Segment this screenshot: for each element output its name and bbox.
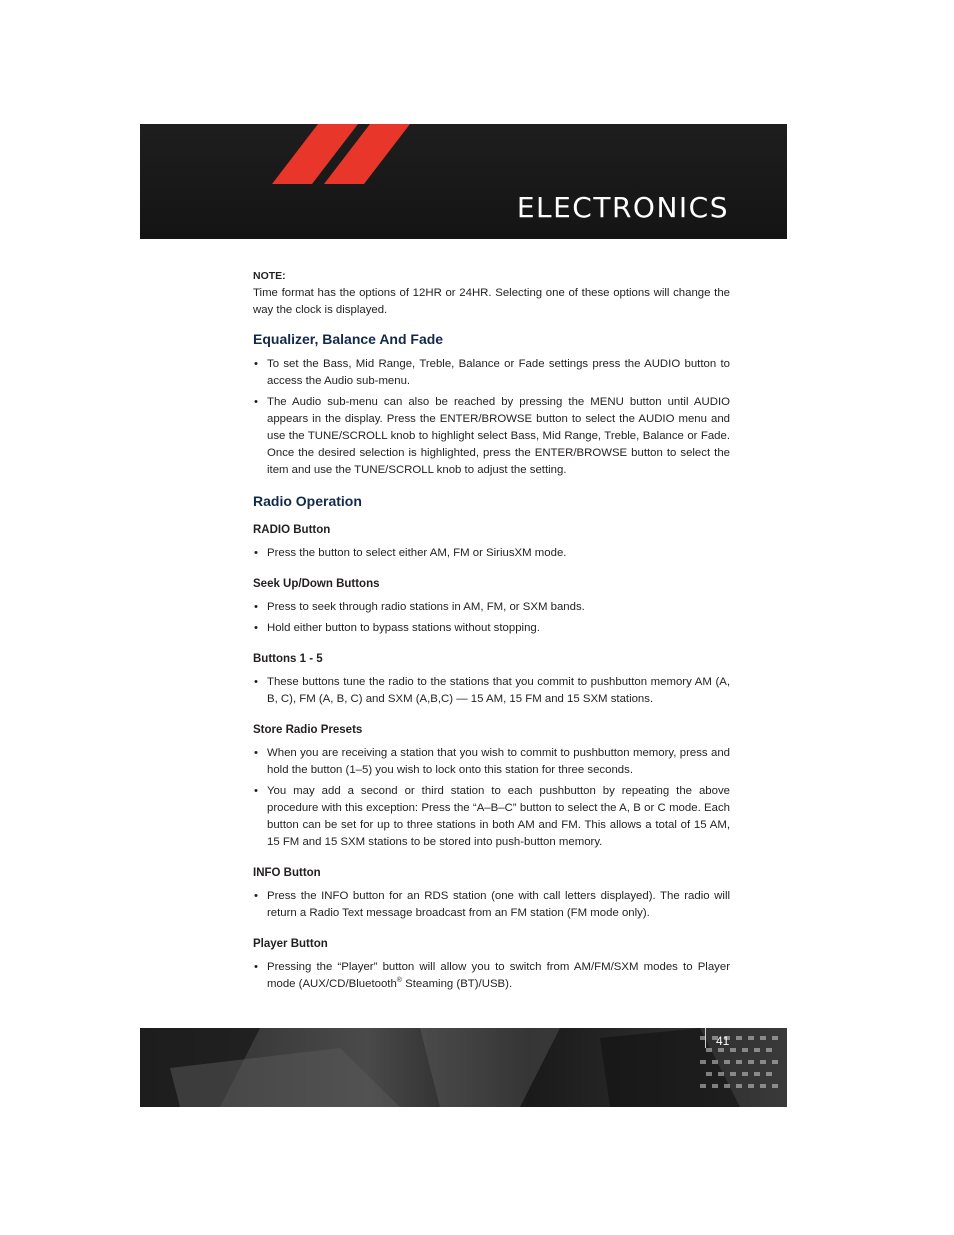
list-item: • To set the Bass, Mid Range, Treble, Balance or Fade settings press the AUDIO button to access the Audio sub-menu. <box>254 358 730 387</box>
seek-buttons-heading: Seek Up/Down Buttons <box>253 578 380 590</box>
bullet-icon: • <box>254 622 258 634</box>
list-item: • Pressing the “Player” button will allow you to switch from AM/FM/SXM modes to Player mode (AUX/CD/Bluetooth® Steaming (BT)/USB). <box>254 961 730 990</box>
note-text: Time format has the options of 12HR or 24HR. Selecting one of these options will change the way the clock is displayed. <box>253 287 730 316</box>
list-item: • The Audio sub-menu can also be reached by pressing the MENU button until AUDIO appears in the display. Press the ENTER/BROWSE button to select the AUDIO menu and use the TUNE/SCROLL knob to highlight select Bass, Mid Range, Treble, Balance or Fade. Once the desired selection is highlighted, press the ENTER/BROWSE button to select the item and use the TUNE/SCROLL knob to adjust the setting. <box>254 396 730 476</box>
list-item: • When you are receiving a station that you wish to commit to pushbutton memory, press and hold the button (1–5) you wish to lock onto this station for three seconds. <box>254 747 730 776</box>
seek-buttons-list <box>253 599 730 637</box>
note-label: NOTE: <box>253 270 286 282</box>
page-number: 41 <box>716 1034 730 1048</box>
store-presets-heading: Store Radio Presets <box>253 724 363 736</box>
equalizer-list <box>253 356 730 479</box>
list-item: • Press the INFO button for an RDS station (one with call letters displayed). The radio will return a Radio Text message broadcast from an FM station (FM mode only). <box>254 890 730 919</box>
preset-buttons-heading: Buttons 1 - 5 <box>253 653 323 665</box>
bullet-icon: • <box>254 396 258 408</box>
list-item: • Press the button to select either AM, FM or SiriusXM mode. <box>253 545 730 562</box>
section-title: ELECTRONICS <box>516 191 729 224</box>
list-item: • Hold either button to bypass stations without stopping. <box>253 620 730 637</box>
bullet-icon: • <box>254 890 258 902</box>
bullet-icon: • <box>254 676 258 688</box>
player-button-heading: Player Button <box>253 938 328 950</box>
preset-buttons-list <box>253 674 730 708</box>
footer-divider <box>705 1028 706 1048</box>
list-item: • Press to seek through radio stations in AM, FM, or SXM bands. <box>253 599 730 616</box>
bullet-icon: • <box>254 747 258 759</box>
footer-photo-image <box>140 1028 787 1107</box>
bullet-icon: • <box>254 785 258 797</box>
bullet-icon: • <box>254 961 258 973</box>
list-item: • These buttons tune the radio to the stations that you commit to pushbutton memory AM (A, B, C), FM (A, B, C) and SXM (A,B,C) — 15 AM, 15 FM and 15 SXM stations. <box>254 676 730 705</box>
equalizer-heading: Equalizer, Balance And Fade <box>253 331 444 347</box>
store-presets-list <box>253 745 730 851</box>
info-button-heading: INFO Button <box>253 867 321 879</box>
bullet-icon: • <box>254 601 258 613</box>
radio-operation-heading: Radio Operation <box>253 493 362 509</box>
bullet-icon: • <box>254 358 258 370</box>
header-banner <box>140 124 787 239</box>
list-item: • You may add a second or third station to each pushbutton by repeating the above procedure with this exception: Press the “A–B–C” button to select the A, B or C mode. Each button can be set for up to three stations in both AM and FM. This allows a total of 15 AM, 15 FM and 15 SXM stations to be stored into push-button memory. <box>254 785 730 848</box>
registered-mark: ® <box>396 977 402 985</box>
player-button-list <box>253 959 730 993</box>
page-content <box>253 268 730 997</box>
bullet-icon: • <box>254 547 258 559</box>
footer-photo-banner <box>140 1028 787 1107</box>
radio-button-list <box>253 545 730 562</box>
radio-button-heading: RADIO Button <box>253 524 331 536</box>
info-button-list <box>253 888 730 922</box>
